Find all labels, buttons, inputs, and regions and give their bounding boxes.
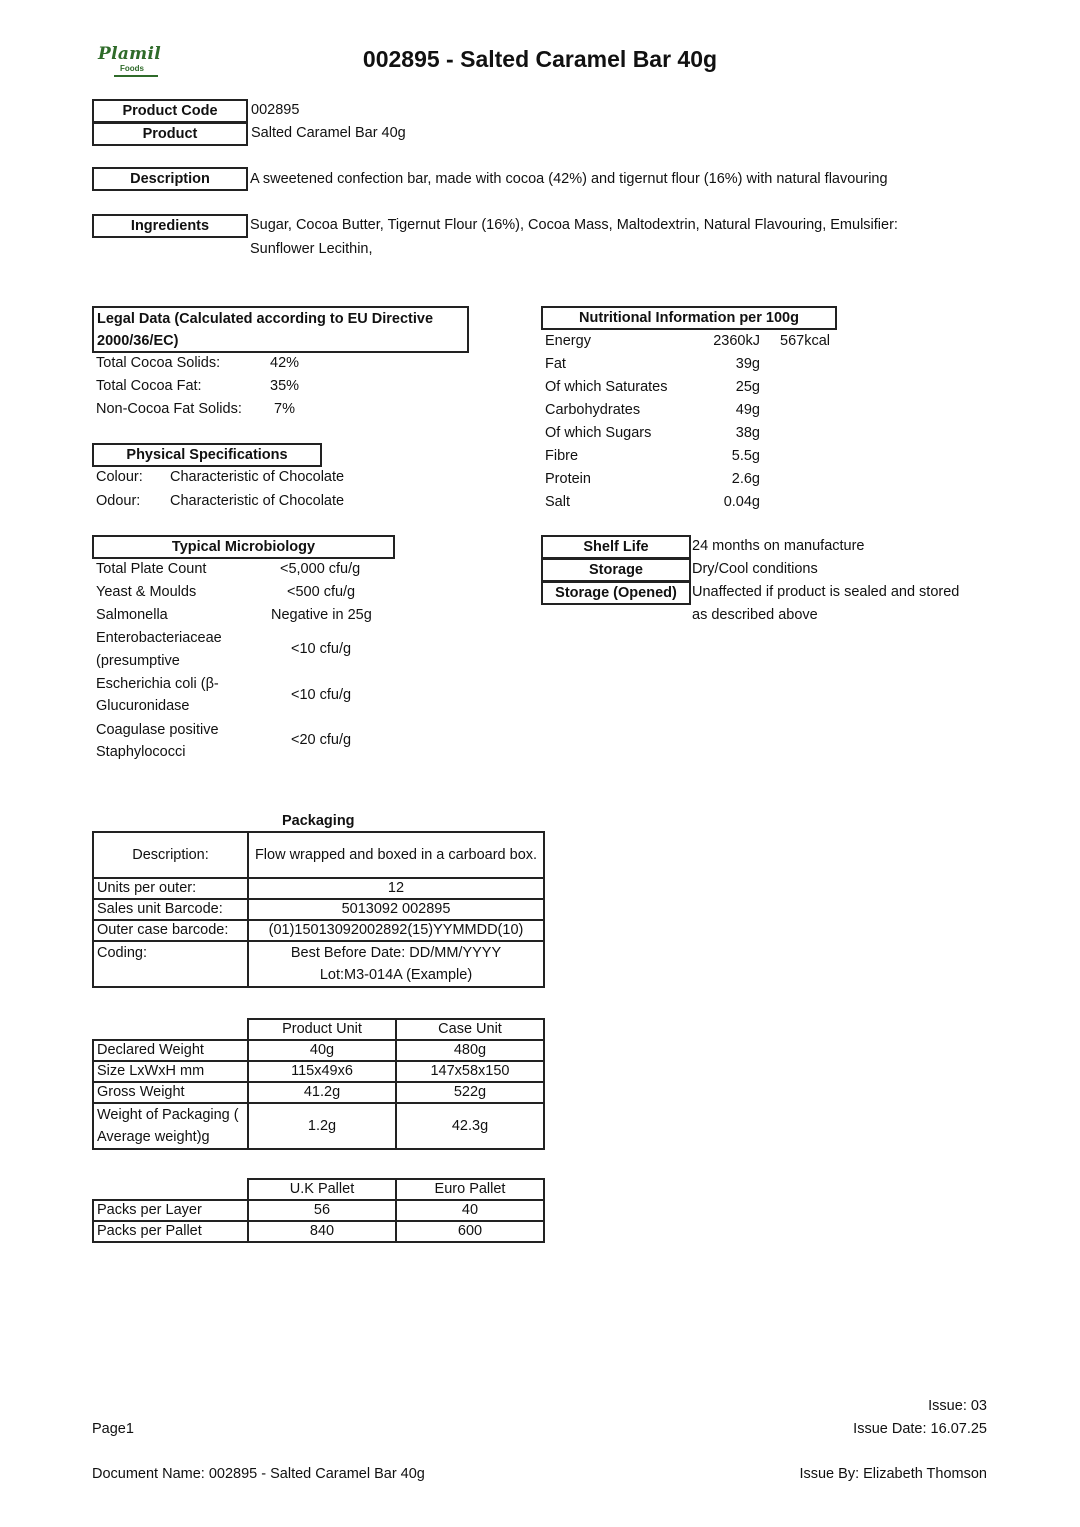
pallet-table — [92, 1178, 545, 1243]
nutrition-value: 0.04g — [723, 494, 760, 510]
row-label: Declared Weight — [93, 1040, 248, 1061]
physical-value: Characteristic of Chocolate — [170, 493, 345, 509]
row-label: Packs per Pallet — [93, 1221, 248, 1242]
microbiology-header: Typical Microbiology — [92, 535, 395, 559]
legal-header-line-1: Legal Data (Calculated according to EU Directive — [97, 311, 434, 327]
description-label: Description — [92, 167, 248, 191]
table-row — [93, 1200, 544, 1221]
page-title: 002895 - Salted Caramel Bar 40g — [362, 46, 718, 72]
cell-value: 147x58x150 — [396, 1061, 544, 1082]
nutrition-value: 49g — [735, 402, 760, 418]
column-header: Case Unit — [396, 1019, 544, 1040]
nutrition-extra: 567kcal — [780, 333, 830, 349]
table-row — [93, 1061, 544, 1082]
column-header: U.K Pallet — [248, 1179, 396, 1200]
coding-label: Coding: — [93, 941, 248, 987]
micro-label-cont: Glucuronidase — [96, 698, 190, 714]
micro-label: Yeast & Moulds — [96, 584, 197, 600]
nutrition-label: Of which Saturates — [545, 379, 668, 395]
packaging-header: Packaging — [282, 813, 355, 829]
shelf-life-label: Shelf Life — [541, 535, 691, 559]
micro-label-cont: (presumptive — [96, 653, 180, 669]
cell-value: 40 — [396, 1200, 544, 1221]
coding-line-2: Lot:M3-014A (Example) — [319, 967, 473, 983]
ingredients-line-2: Sunflower Lecithin, — [250, 241, 373, 257]
micro-value: <500 cfu/g — [287, 584, 356, 600]
micro-value: <5,000 cfu/g — [280, 561, 361, 577]
table-row — [93, 920, 544, 941]
units-label: Units per outer: — [93, 878, 248, 899]
legal-value: 42% — [270, 355, 300, 371]
nutrition-value: 5.5g — [731, 448, 760, 464]
physical-label: Colour: — [96, 469, 143, 485]
barcode-value: 5013092 002895 — [248, 899, 544, 920]
row-label: Gross Weight — [93, 1082, 248, 1103]
logo-text: Plamil — [98, 44, 161, 64]
table-row — [93, 1019, 544, 1040]
units-value: 12 — [248, 878, 544, 899]
cell-value: 1.2g — [248, 1103, 396, 1149]
table-row — [93, 1040, 544, 1061]
cell-value: 41.2g — [248, 1082, 396, 1103]
micro-label: Coagulase positive — [96, 722, 219, 738]
table-row — [93, 1179, 544, 1200]
row-label-line-2: Average weight)g — [97, 1129, 210, 1145]
barcode-label: Sales unit Barcode: — [93, 899, 248, 920]
empty-cell — [93, 1019, 248, 1040]
empty-cell — [93, 1179, 248, 1200]
legal-value: 7% — [274, 401, 295, 417]
nutrition-label: Fibre — [545, 448, 579, 464]
product-code-label: Product Code — [92, 99, 248, 123]
storage-opened-label: Storage (Opened) — [541, 581, 691, 605]
legal-data-header — [92, 306, 469, 353]
row-label: Size LxWxH mm — [93, 1061, 248, 1082]
logo-underline — [114, 75, 158, 77]
product-code-value: 002895 — [251, 102, 300, 118]
micro-label: Enterobacteriaceae — [96, 630, 222, 646]
row-label: Packs per Layer — [93, 1200, 248, 1221]
micro-label: Total Plate Count — [96, 561, 207, 577]
nutrition-header: Nutritional Information per 100g — [541, 306, 837, 330]
physical-spec-header: Physical Specifications — [92, 443, 322, 467]
table-row — [93, 832, 544, 878]
nutrition-value: 38g — [735, 425, 760, 441]
nutrition-value: 2.6g — [731, 471, 760, 487]
page-number: Page1 — [92, 1421, 134, 1437]
column-header: Euro Pallet — [396, 1179, 544, 1200]
weights-table — [92, 1018, 545, 1150]
product-label: Product — [92, 122, 248, 146]
table-row — [93, 1103, 544, 1149]
logo-subtext: Foods — [120, 64, 144, 73]
micro-value: <10 cfu/g — [291, 641, 352, 657]
cell-value: 840 — [248, 1221, 396, 1242]
micro-value: <20 cfu/g — [291, 732, 352, 748]
cell-value: 40g — [248, 1040, 396, 1061]
storage-opened-value-2: as described above — [692, 607, 818, 623]
nutrition-value: 39g — [735, 356, 760, 372]
legal-label: Total Cocoa Fat: — [96, 378, 202, 394]
description-value: A sweetened confection bar, made with cocoa (42%) and tigernut flour (16%) with natural flavouring — [250, 171, 888, 187]
cell-value: 115x49x6 — [248, 1061, 396, 1082]
nutrition-value: 2360kJ — [713, 333, 760, 349]
packaging-description-value: Flow wrapped and boxed in a carboard box. — [248, 832, 544, 878]
table-row — [93, 941, 544, 987]
coding-value — [248, 941, 544, 987]
cell-value: 42.3g — [396, 1103, 544, 1149]
issue-number: Issue: 03 — [928, 1398, 987, 1414]
ingredients-label: Ingredients — [92, 214, 248, 238]
physical-value: Characteristic of Chocolate — [170, 469, 345, 485]
legal-label: Total Cocoa Solids: — [96, 355, 221, 371]
packaging-table — [92, 831, 545, 988]
nutrition-label: Salt — [545, 494, 570, 510]
nutrition-label: Protein — [545, 471, 591, 487]
legal-value: 35% — [270, 378, 300, 394]
micro-label-cont: Staphylococci — [96, 744, 186, 760]
table-row — [93, 1221, 544, 1242]
table-row — [93, 878, 544, 899]
ingredients-line-1: Sugar, Cocoa Butter, Tigernut Flour (16%), Cocoa Mass, Maltodextrin, Natural Flavouring, Emulsifier: — [250, 217, 898, 233]
cell-value: 480g — [396, 1040, 544, 1061]
cell-value: 600 — [396, 1221, 544, 1242]
micro-value: Negative in 25g — [271, 607, 372, 623]
document-name: Document Name: 002895 - Salted Caramel Bar 40g — [92, 1466, 425, 1482]
storage-value: Dry/Cool conditions — [692, 561, 818, 577]
cell-value: 522g — [396, 1082, 544, 1103]
issue-by: Issue By: Elizabeth Thomson — [799, 1466, 987, 1482]
legal-label: Non-Cocoa Fat Solids: — [96, 401, 242, 417]
table-row — [93, 1082, 544, 1103]
nutrition-label: Fat — [545, 356, 566, 372]
packaging-description-label: Description: — [93, 832, 248, 878]
issue-date: Issue Date: 16.07.25 — [853, 1421, 987, 1437]
storage-opened-value-1: Unaffected if product is sealed and stored — [692, 584, 960, 600]
outer-barcode-label: Outer case barcode: — [93, 920, 248, 941]
micro-value: <10 cfu/g — [291, 687, 352, 703]
storage-label: Storage — [541, 558, 691, 582]
legal-header-line-2: 2000/36/EC) — [97, 333, 179, 349]
nutrition-label: Of which Sugars — [545, 425, 652, 441]
row-label — [93, 1103, 248, 1149]
product-value: Salted Caramel Bar 40g — [251, 125, 406, 141]
table-row — [93, 899, 544, 920]
nutrition-label: Energy — [545, 333, 591, 349]
row-label-line-1: Weight of Packaging ( — [97, 1107, 239, 1123]
micro-label: Salmonella — [96, 607, 168, 623]
column-header: Product Unit — [248, 1019, 396, 1040]
micro-label: Escherichia coli (β- — [96, 676, 219, 692]
coding-line-1: Best Before Date: DD/MM/YYYY — [290, 945, 502, 961]
physical-label: Odour: — [96, 493, 141, 509]
nutrition-label: Carbohydrates — [545, 402, 641, 418]
nutrition-value: 25g — [735, 379, 760, 395]
shelf-life-value: 24 months on manufacture — [692, 538, 865, 554]
outer-barcode-value: (01)15013092002892(15)YYMMDD(10) — [248, 920, 544, 941]
cell-value: 56 — [248, 1200, 396, 1221]
